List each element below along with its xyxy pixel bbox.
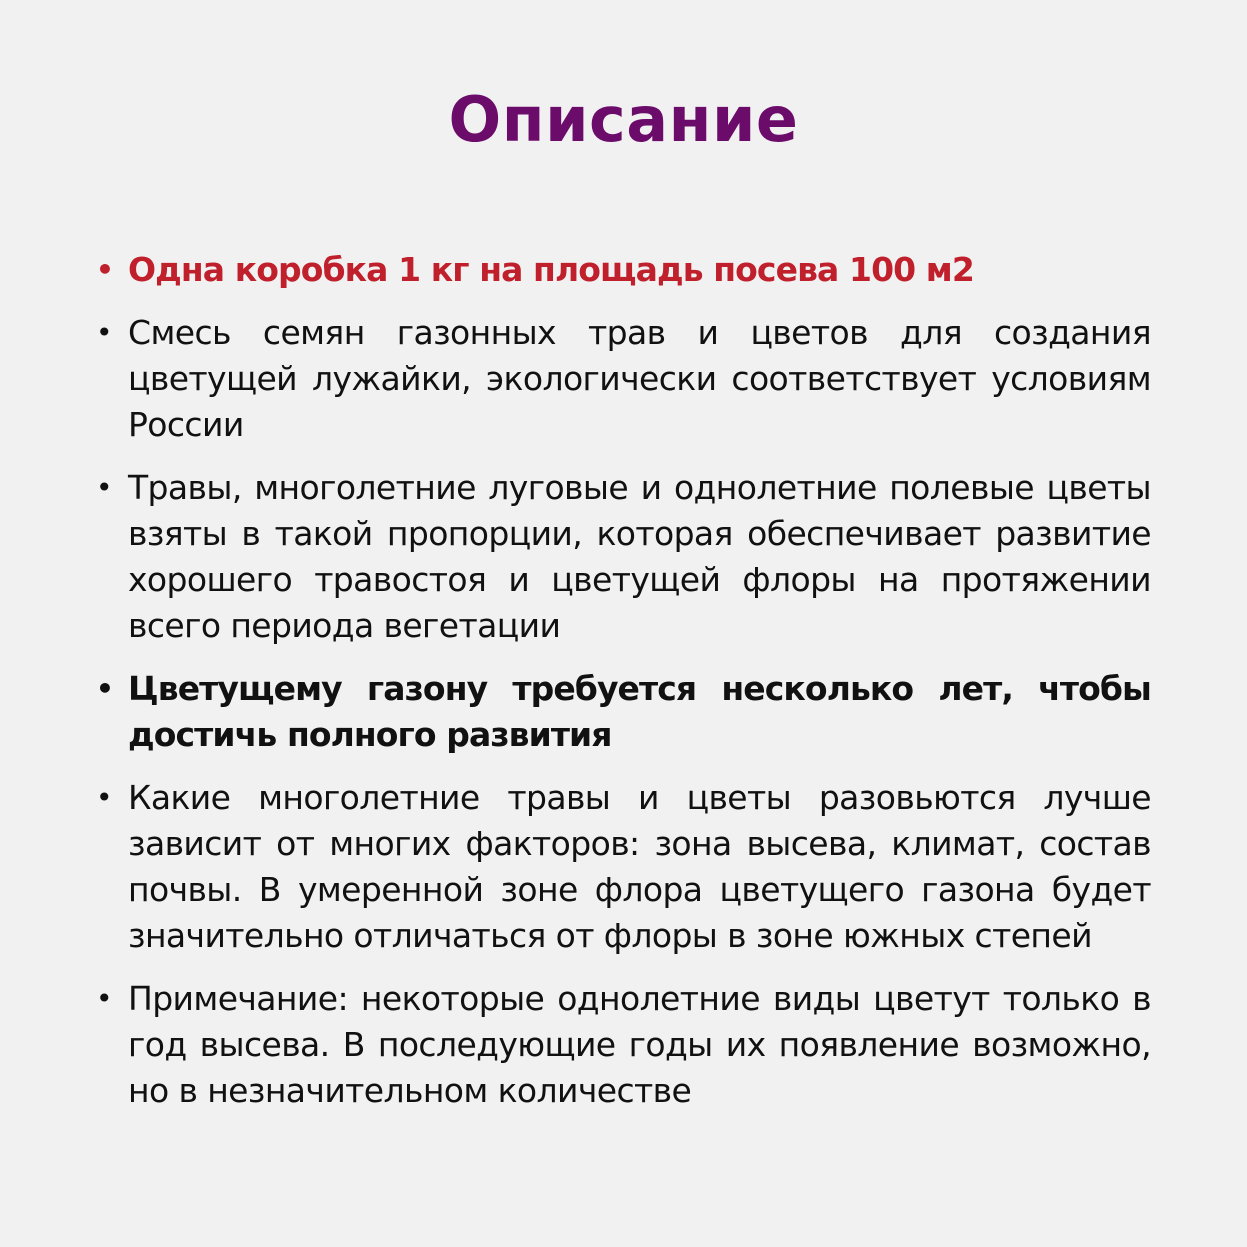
- list-item-text: Цветущему газону требуется несколько лет, чтобы достичь полного развития: [128, 669, 1151, 754]
- list-item-text: Какие многолетние травы и цветы разовьются лучше зависит от многих факторов: зона высева, климат, состав почвы. В умеренной зоне флора цветущего газона будет значительно отличаться от флоры в зоне южных степей: [128, 778, 1151, 955]
- list-item-development: [96, 666, 1151, 758]
- list-item-coverage: [96, 247, 1151, 293]
- bullet-icon: •: [96, 982, 112, 1015]
- list-item-text: Травы, многолетние луговые и однолетние полевые цветы взяты в такой пропорции, которая обеспечивает развитие хорошего травостоя и цветущей флоры на протяжении всего периода вегетации: [128, 468, 1151, 645]
- list-item-proportion: [96, 465, 1151, 649]
- list-item-factors: [96, 775, 1151, 959]
- list-item-text: Смесь семян газонных трав и цветов для создания цветущей лужайки, экологически соответствует условиям России: [128, 313, 1151, 444]
- bullet-icon: •: [96, 672, 113, 705]
- list-item-text: Примечание: некоторые однолетние виды цветут только в год высева. В последующие годы их появление возможно, но в незначительном количестве: [128, 979, 1151, 1110]
- bullet-icon: •: [96, 781, 112, 814]
- bullet-icon: •: [96, 253, 113, 286]
- description-list: [96, 247, 1151, 1131]
- list-item-text: Одна коробка 1 кг на площадь посева 100 м2: [128, 250, 974, 289]
- page-title: Описание: [448, 83, 799, 156]
- bullet-icon: •: [96, 316, 112, 349]
- list-item-note: [96, 976, 1151, 1114]
- list-item-mixture: [96, 310, 1151, 448]
- bullet-icon: •: [96, 471, 112, 504]
